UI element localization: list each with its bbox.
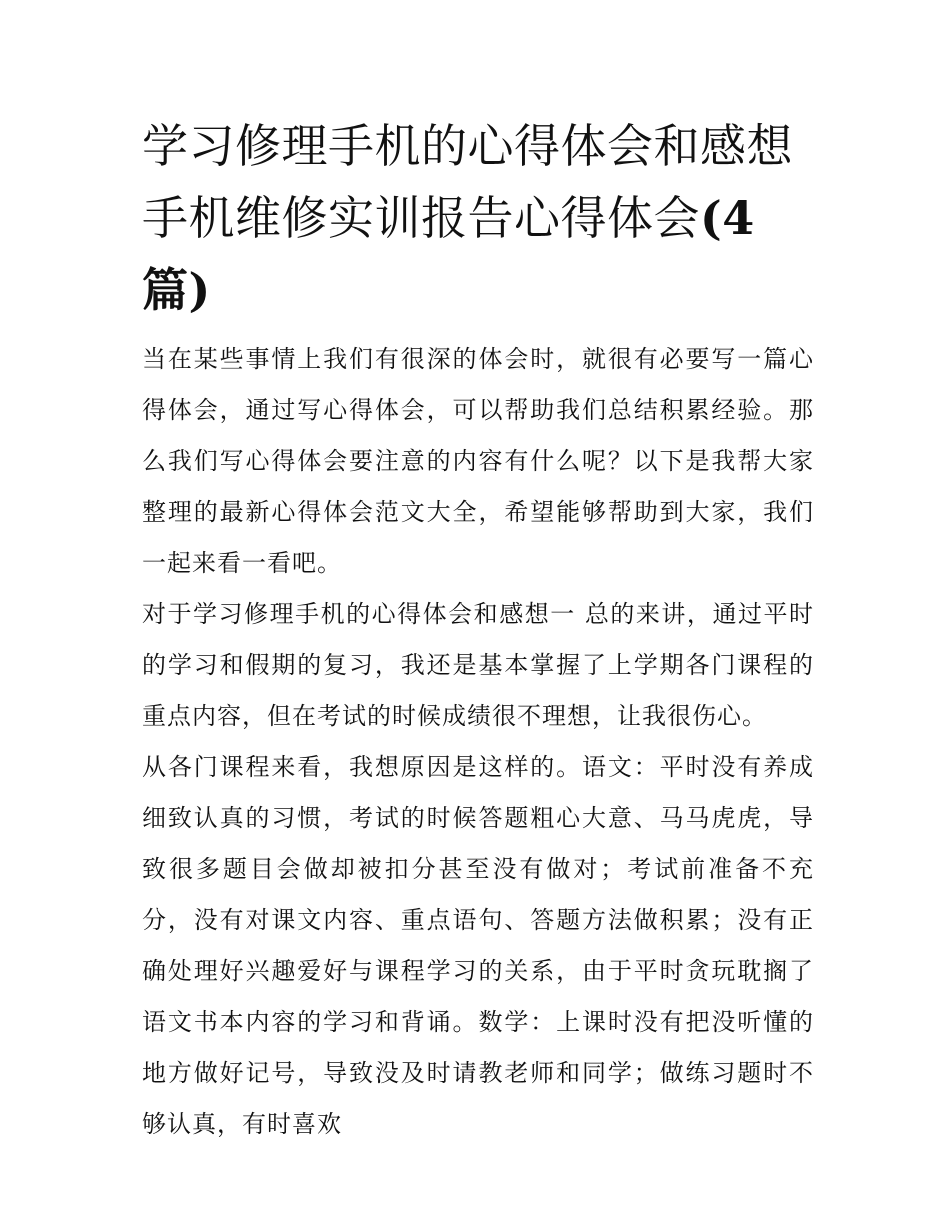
- document-title-tail: (4篇): [142, 191, 755, 317]
- paragraph-intro: 当在某些事情上我们有很深的体会时，就很有必要写一篇心得体会，通过写心得体会，可以帮助我们总结积累经验。那么我们写心得体会要注意的内容有什么呢？以下是我帮大家整理的最新心得体会范文大全，希望能够帮助到大家，我们一起来看一看吧。: [142, 345, 814, 577]
- document-body: [142, 110, 814, 1150]
- paragraph-first-essay-start: 对于学习修理手机的心得体会和感想一 总的来讲，通过平时的学习和假期的复习，我还是基本掌握了上学期各门课程的重点内容，但在考试的时候成绩很不理想，让我很伤心。: [142, 600, 814, 730]
- paragraph-course-analysis: 从各门课程来看，我想原因是这样的。语文：平时没有养成细致认真的习惯，考试的时候答题粗心大意、马马虎虎，导致很多题目会做却被扣分甚至没有做对；考试前准备不充分，没有对课文内容、重点语句、答题方法做积累；没有正确处理好兴趣爱好与课程学习的关系，由于平时贪玩耽搁了语文书本内容的学习和背诵。数学：上课时没有把没听懂的地方做好记号，导致没及时请教老师和同学；做练习题时不够认真，有时喜欢: [142, 753, 814, 1138]
- document-title-main: 学习修理手机的心得体会和感想 手机维修实训报告心得体会: [142, 119, 793, 245]
- document-title: [142, 110, 814, 326]
